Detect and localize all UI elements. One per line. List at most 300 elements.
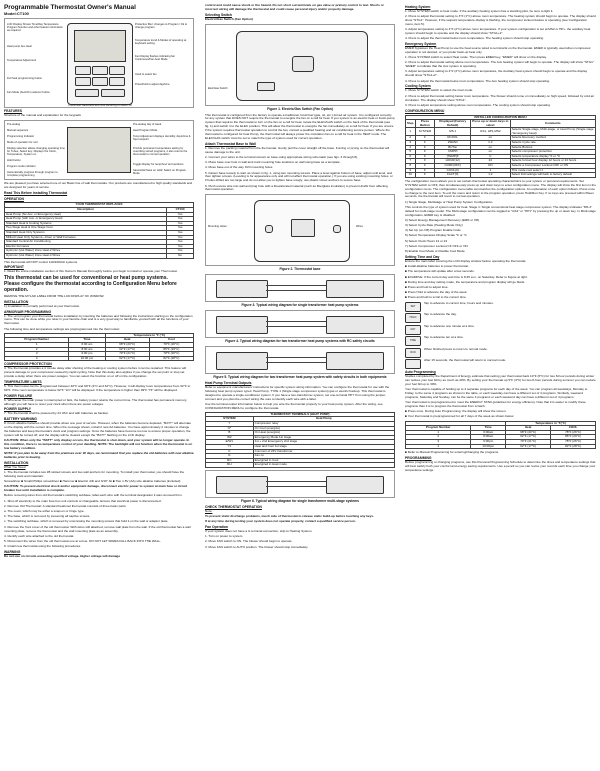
table-cell: 1 bbox=[406, 128, 416, 136]
table-cell: Emergency Mode 1st stage bbox=[253, 435, 394, 440]
setting-bullet-text: The temperature will update after a few seconds. bbox=[407, 269, 475, 274]
what-you-need-heading: What You Need bbox=[4, 464, 26, 469]
terminal-strip bbox=[216, 476, 268, 494]
cooling-step: 2. Press to adjust thermostat setting below room temperature. The blower should come on immediately on high speed, followed by cold air circulation. The display should show "STG1". bbox=[405, 93, 595, 102]
table-cell: 6:00pm bbox=[471, 440, 506, 445]
icon-instruction-text: Tap to advance to current time, hours and minutes. bbox=[424, 300, 494, 305]
table-cell: F bbox=[415, 141, 435, 146]
table-cell: Yes bbox=[167, 249, 194, 254]
elec-gas-switch-label: Elec/Gas Switch bbox=[208, 86, 228, 90]
table-cell: 2 bbox=[406, 435, 471, 440]
auto-text: Studies completed by the Department of Energy estimate that setting your thermostat back 10°F (6°C) for two 8-hour periods during winter can reduce your fuel bill by as much as 20%. By setting your thermostat up 5°F (3°C) for two 8-hour periods during summer you can reduce your fuel bill up to 30%. bbox=[405, 374, 596, 386]
warning-text: Do not use on circuits exceeding specified voltage. Higher voltage will damage bbox=[4, 553, 121, 558]
program-table bbox=[4, 333, 194, 362]
systems-row bbox=[5, 253, 194, 258]
heating-step: 1. Move SYSTEM switch to heat mode. If the auxiliary heating system has a standing pilot, be sure to light it. bbox=[405, 8, 554, 13]
base-plate bbox=[254, 200, 350, 262]
callout-right-0: Protective filter: changes to Program / Ok to change program bbox=[135, 23, 188, 29]
table-cell: Heat and Cool 1st stage bbox=[253, 445, 394, 450]
table-cell: Yes bbox=[167, 221, 194, 226]
icon-instruction-row bbox=[405, 336, 596, 346]
callout-right-3: Used to select fan bbox=[135, 73, 157, 76]
feature-label-left-6: Program mode indicator bbox=[7, 164, 36, 168]
table-cell: 78°F (26°C) bbox=[149, 342, 193, 347]
table-cell: 9 bbox=[406, 168, 416, 173]
terminal-strip bbox=[216, 316, 268, 334]
attach-step: 4. Move base out of the way. Drill mounting holes. bbox=[205, 165, 274, 170]
remove-step: a. The cover, which may be either a snap-on or hinge type. bbox=[4, 509, 85, 514]
auto-bullet-text: Press once. During Auto Programming, the display will show the screen. bbox=[407, 409, 507, 414]
systems-header-description: Description bbox=[5, 208, 167, 213]
schedule-row bbox=[406, 444, 596, 449]
armor-heading: ARMOR/AIR PROGRAMMING bbox=[4, 309, 52, 314]
key-icon: TIME bbox=[405, 336, 421, 346]
setting-bullet: ■ Install alkaline batteries to power thermostat. bbox=[405, 264, 469, 269]
config-header: Step bbox=[406, 120, 416, 128]
remove-step: 5. Disconnect the wires from the old thermostat one at a time. DO NOT LET WIRES FALL BACK INTO THE WALL. bbox=[4, 538, 162, 543]
tool-item: Hammer bbox=[62, 479, 75, 484]
config-item: 7) Select Compressor Lockout CF OFF or ON bbox=[405, 243, 468, 248]
table-cell: Fan on bbox=[253, 454, 394, 459]
setting-time-heading: Setting Time and Day bbox=[405, 255, 440, 259]
program-note: The following time and temperature settings are preprogrammed into the thermostat: bbox=[4, 326, 120, 331]
table-cell: 1,2 bbox=[471, 173, 511, 178]
feature-label-right-3: Provide permanent temperature setting by overriding stored programs, it also returns the thermostat to normal operation bbox=[133, 146, 188, 156]
auto-bullet: ■ Press once. During Auto Programming, the display will show the screen. bbox=[405, 409, 507, 414]
setting-bullet: ■ During time and day setting mode, the temperature and program display will go blank. bbox=[405, 279, 526, 284]
fan-operation-heading: Fan Operation bbox=[205, 525, 228, 530]
program-header-number: Program Number bbox=[5, 338, 69, 343]
table-cell: 82°F (28°C) bbox=[551, 444, 596, 449]
table-cell: 5 bbox=[406, 150, 416, 155]
icon-instruction-text: When finished press to return to normal mode. bbox=[424, 346, 488, 351]
feature-label-right-2: Temp Adjustment displays Humidity, days/time & Spot setpoint bbox=[133, 134, 191, 141]
table-cell: 8:00 am bbox=[69, 347, 105, 352]
cooling-step: 1. Move SYSTEM switch to select the Cool mode. bbox=[405, 88, 474, 93]
remove-text: Before removing wires from old thermostat's switching subbase, label each wire with the terminal designation it was removed from. bbox=[4, 493, 183, 498]
emergency-step: 2. Press to adjust thermostat setting above room temperature. The Aux heating system will begin to operate. The display will show "STG1" "EMER" to indicate that the Aux system is operating. bbox=[405, 60, 595, 69]
table-cell: 62°F (17°C) bbox=[506, 435, 551, 440]
cooling-heading: Cooling System bbox=[405, 84, 431, 89]
table-cell: 70°F (21°C) bbox=[105, 352, 149, 357]
terminal-strip bbox=[216, 280, 268, 298]
terminals-table bbox=[205, 412, 395, 468]
table-cell: Yes bbox=[167, 235, 194, 240]
installation-heading-2: INSTALLATION bbox=[4, 460, 29, 465]
systems-table-caption: YOUR THERMOSTAT REPLACES bbox=[5, 203, 194, 208]
config-header: Displayed (Factory Default) bbox=[435, 120, 471, 128]
setting-bullet-text: During time and day setting mode, the temperature and program display will go blank. bbox=[407, 279, 526, 284]
power-supply-heading: POWER SUPPLY bbox=[4, 407, 32, 412]
battery-heading: BATTERY WARNING bbox=[4, 417, 37, 422]
lcd-diagram bbox=[67, 127, 131, 173]
table-cell: 85°F (29°C) bbox=[551, 435, 596, 440]
program-table-caption: Temperature in °F (°C) bbox=[105, 333, 193, 338]
wire bbox=[266, 481, 326, 482]
table-cell: Electric Furnaces bbox=[5, 244, 167, 249]
setting-bullets bbox=[405, 265, 596, 300]
hold-button bbox=[109, 66, 125, 75]
table-cell: C bbox=[206, 449, 254, 454]
fan-operation-text: If your system does not have a G terminal connection, skip to Heating System. bbox=[205, 529, 313, 534]
table-cell: Two Stage Heat & One Stage Cool bbox=[5, 226, 167, 231]
heating-step: 2. Press to adjust thermostat setting to 3°F (1°C) above room temperature. The heating system should begin to operate. The display should show "STG1". However, if the setpoint temperature display is flashing, the compressor lockout feature is operating (see Configuration menu, item 5). bbox=[405, 14, 596, 26]
setting-bullet: ■ Press Hold to advance the day of the week. bbox=[405, 290, 468, 295]
table-cell: F bbox=[415, 150, 435, 155]
table-cell: Yes bbox=[167, 240, 194, 245]
wire bbox=[266, 362, 326, 363]
cooling-step: 3. Press to adjust temperature setting above room temperature. The cooling system should stop operating. bbox=[405, 102, 551, 107]
attach-step: 1. Remove the packing material from the thermostat. Gently pull the cover straight off the base. Forcing or prying on the thermostat will cause damage to the unit. bbox=[205, 145, 390, 154]
what-you-need-text: 1. The thermostat includes two #8 slotted screws and two wall anchors for mounting. To install your thermostat, you should have the following tools and materials: bbox=[4, 470, 185, 478]
config-row bbox=[406, 128, 596, 136]
down-button bbox=[92, 66, 108, 75]
power-failure-text: 6. Whenever the main power is interrupted or fails, the battery power retains the current time. The thermostat has permanent memory, although you will have to reset your clock when there are power outages. bbox=[4, 397, 188, 406]
feature-label-right-0: Pre-analog day of week bbox=[133, 122, 162, 126]
wire bbox=[266, 290, 326, 291]
table-cell: CORF(OFF) bbox=[435, 164, 471, 169]
table-cell: Selects Cycle rate bbox=[510, 141, 595, 146]
tool-item: Electric drill and 3/16" bit bbox=[78, 479, 113, 484]
table-cell: 62°F (17°C) bbox=[506, 444, 551, 449]
config-item: 6) Select Clock Hours 12 or 24 bbox=[405, 238, 448, 243]
day-button bbox=[92, 77, 108, 86]
table-cell: F bbox=[415, 168, 435, 173]
table-cell: [TEMP]F bbox=[435, 154, 471, 159]
away-note: NOTE: If you plan to be away from the premises over 30 days, we recommend that you replace the old batteries with new alkaline batteries prior to leaving. bbox=[4, 451, 194, 459]
table-cell: 3 bbox=[406, 440, 471, 445]
table-cell: 68°F (20°C) bbox=[506, 430, 551, 435]
system-switch bbox=[101, 89, 125, 97]
config-heading: CONFIGURATION MENU bbox=[405, 108, 445, 113]
feature-label-left-5: Hold button bbox=[7, 158, 21, 162]
callout-left-2: Temperature Adjustment bbox=[7, 59, 37, 62]
table-cell: Hydronic (Hot Water) Zone Heat-2 Wires bbox=[5, 249, 167, 254]
schedule-table bbox=[405, 421, 596, 450]
table-cell: 3 bbox=[5, 352, 69, 357]
remove-label-note: REMOVE THE MYLAR LABEL FROM THE LCD DISPLAY OF WINDOW. bbox=[4, 293, 105, 298]
config-table-caption: INSTALLER CONFIGURATION MENU bbox=[406, 115, 596, 120]
auto-bullet: ■ Your thermostat is preprogrammed for all 7 days of the week as shown below. bbox=[405, 414, 515, 419]
setting-bullet: ■ Press and hold to adjust time. bbox=[405, 284, 449, 289]
auto-programming-heading: Auto Programming bbox=[405, 370, 436, 375]
table-cell: 3 bbox=[406, 141, 416, 146]
table-cell: F bbox=[415, 154, 435, 159]
config-item: 3) Select Cycle Rate (Heating Mode Only) bbox=[405, 223, 463, 228]
heating-step: 4. Press to adjust the thermostat below room temperature. The heating system should stop operating. bbox=[405, 36, 544, 41]
emergency-step: 3. Adjust temperature setting to 4°F (2°C) above room temperature, the Auxiliary heat system should begin to operate and the display should show "STG1+2". bbox=[405, 69, 588, 78]
table-cell: 10:00 pm bbox=[69, 356, 105, 361]
remove-step: c. The switching subbase, which is removed by unscrewing the mounting screws that hold it on the wall or adaptor plate. bbox=[4, 519, 169, 524]
table-cell: Y bbox=[206, 422, 254, 427]
feature-label-right-1: Heat Program Mode bbox=[133, 128, 158, 132]
table-cell: 2 bbox=[5, 347, 69, 352]
table-cell: 78°F (26°C) bbox=[551, 430, 596, 435]
schedule-header: Program Number bbox=[406, 426, 471, 431]
table-cell: 8:00am bbox=[471, 435, 506, 440]
features-subtitle: Structure of the manual and explanation for the keypads bbox=[4, 112, 81, 117]
elec-gas-switch bbox=[257, 82, 275, 91]
setting-bullet-text: Press Hold to advance the day of the week. bbox=[407, 290, 468, 295]
wire bbox=[266, 357, 326, 358]
remove-steps bbox=[4, 500, 194, 549]
remove-step: 6. Install new thermostat using the following procedures. bbox=[4, 544, 82, 549]
table-cell: 4 bbox=[406, 444, 471, 449]
tool-item: Screwdriver bbox=[4, 479, 21, 484]
table-cell: on bbox=[471, 136, 511, 141]
emergency-heading: Emergency System bbox=[405, 42, 437, 47]
attach-step: 5. Fasten base loosely to wall, as shown in fig. 1, using two mounting screws. Place a level against bottom of base, adjust until level, and then tighten screws. (Leveling is for appearance only and will not affect thermostat operation.) If you are using existing mounting holes, or if holes drilled are too large and do not allow you to tighten base snugly, use plastic screw anchors to secure base. bbox=[205, 170, 393, 183]
table-cell: 24 bbox=[471, 159, 511, 164]
table-cell: No bbox=[167, 253, 194, 258]
table-cell: Heat Pump (with Aux. or Emergency Heat) bbox=[5, 217, 167, 222]
attach-step: 6. Push excess wire into wall and plug hole with a firewall-rated material (such as fiberglass insulation) to prevent drafts from affecting thermostat operation. bbox=[205, 183, 388, 192]
icon-instruction-row bbox=[405, 348, 596, 358]
icon-instruction-row bbox=[405, 359, 596, 369]
table-cell: Common of 24V transformer bbox=[253, 449, 394, 454]
table-cell: Yes bbox=[167, 231, 194, 236]
features-heading: FEATURES bbox=[4, 109, 23, 113]
table-cell: 78°F (26°C) bbox=[551, 440, 596, 445]
operation-heading: OPERATION bbox=[4, 196, 24, 201]
config-text: The configuration menu allows you to set certain thermostat operating characteristics to your system or personal requirements. Set SYSTEM switch to OFF, then simultaneously press up and down keys to enter configuration menu. The display will show the first item in the configuration menu. The configuration menu table summarizes the configuration options. An explanation of each option follows. Press once to change to the next item. To exit the menu and return to the program operation, press Hold/Run Key. If no keys are pressed within fifteen seconds, the thermostat will revert to normal operation. bbox=[405, 178, 596, 199]
heat-pump-text: Refer to equipment manufacturers' instructions for specific system wiring information. You can configure the thermostat for use with the following heat pump system types: Heat Pump, TYPE 1 (Single stage compressor system) gas or electric backup. This thermostat is designed to operate a single-conditioner system. If you have a two-transformer system, set one-terminal HPY from using the jumper, connect and you plan the correct wiring. Be sure to identify each wire with a label. bbox=[205, 384, 390, 401]
fan-switch bbox=[75, 89, 99, 97]
power-supply-text: 7. The thermostat shall be powered by 24 VAC and with batteries as backup. bbox=[4, 411, 109, 416]
config-header: Comments bbox=[510, 120, 595, 128]
table-cell: Selects compressor protection bbox=[510, 150, 595, 155]
auto-bullet-text: Your thermostat is preprogrammed for all 7 days of the week as shown below. bbox=[407, 414, 515, 419]
installation-heading: INSTALLATION bbox=[4, 299, 29, 304]
figure-4-caption: Figure 4. Typical wiring diagram for two transformer heat pump systems with RC safety circuits bbox=[225, 339, 375, 344]
feature-label-left-0: Pre-analog bbox=[7, 122, 21, 126]
figure-3-caption: Figure 3. Typical wiring diagram for single transformer heat pump systems bbox=[241, 303, 359, 308]
figure-bottom-note: Press/hold Save/Hold and hold wintering to switch off bbox=[68, 104, 132, 107]
table-cell: RH bbox=[206, 463, 254, 468]
table-cell: Energized in Cool bbox=[253, 458, 394, 463]
programming-heading: PROGRAMMING bbox=[405, 456, 432, 461]
equipment-box bbox=[326, 352, 384, 370]
table-cell: 62°F (17°C) bbox=[105, 356, 149, 361]
table-cell: Selects Buttons bbox=[510, 145, 595, 150]
table-cell: Selects format hour display 12 hours or 24 hours bbox=[510, 159, 595, 164]
icon-instruction-text: Tap to advance one minute at a time. bbox=[424, 323, 475, 328]
table-cell: 62°F (17°C) bbox=[105, 347, 149, 352]
key-icon: DAY bbox=[405, 325, 421, 335]
fan-step: 1. Turn on power to system. bbox=[205, 534, 244, 539]
table-cell: F bbox=[415, 173, 435, 178]
wire bbox=[266, 326, 326, 327]
table-cell: Selects temperature display °F or °C bbox=[510, 154, 595, 159]
feature-label-left-4: Display selection allows changing operating time for Tubes; Select key: Displays the Clock, Temperature, System on bbox=[7, 146, 65, 156]
wire-opening bbox=[292, 56, 314, 72]
setting-bullet: ■ Press and hold to scroll to the current time. bbox=[405, 295, 467, 300]
tools-list: Screwdriver ■ Small Phillips screwdriver ■ Hammer ■ Electric drill and 3/16" bit ■ Two 1.5V (AA) size alkaline batteries (included) bbox=[4, 479, 181, 484]
table-cell: Yes bbox=[167, 212, 194, 217]
table-cell: Y1 bbox=[206, 445, 254, 450]
table-cell: On Cool (energize) bbox=[253, 426, 394, 431]
important-line-1: This thermostat can be used for conventional or heat pump systems. bbox=[4, 274, 168, 281]
thermostat-body bbox=[67, 23, 133, 105]
table-cell: 6:00 pm bbox=[69, 352, 105, 357]
intro-text: We are pleased you have selected one of our Basic line of wall thermostats. Our products are manufactured to high quality standards and are designed for years of service. bbox=[4, 180, 193, 189]
fan-step: 2. Move FAN switch to ON. The blower should begin to operate. bbox=[205, 539, 293, 544]
check-text: To prevent static discharge problems, touch side of thermostat to release static build-up before touching any keys. bbox=[205, 514, 374, 519]
table-cell: Hydronic (Hot Water) Zone Heat-4 Wires bbox=[5, 253, 167, 258]
selecting-switch-heading: Selecting Switch bbox=[205, 12, 232, 17]
table-cell: Yes bbox=[167, 226, 194, 231]
key-icon bbox=[405, 359, 421, 369]
important-line-2: Please configure the thermostat according to Configuration Menu before operation. bbox=[4, 281, 177, 294]
attach-step: 3. Place base over hole in wall and mark mounting hole locations on wall using base as a template. bbox=[205, 160, 341, 165]
table-cell: 2SRAD bbox=[435, 141, 471, 146]
attach-step: 2. Connect your wires to the terminal screws on base using appropriate wiring schematic (see figs. 3 through 8). bbox=[205, 154, 359, 159]
wires-label: Wires bbox=[356, 225, 363, 229]
table-cell: 1 bbox=[471, 168, 511, 173]
icon-instruction-row bbox=[405, 325, 596, 335]
important-line-0: 1. Read the entire installation section of this Owner's Manual thoroughly before you begin to install or operate your Thermostat. bbox=[4, 269, 178, 274]
config-row bbox=[406, 173, 596, 178]
config-item: 5) Select Temperature Display Scale °F or °C bbox=[405, 233, 467, 238]
table-cell: 6:00 am bbox=[69, 342, 105, 347]
feature-label-left-2: Programming Indicator bbox=[7, 134, 35, 138]
equipment-box bbox=[326, 476, 384, 494]
key-icon: HOLD bbox=[405, 313, 421, 323]
table-cell: 4 bbox=[5, 356, 69, 361]
table-cell: 85°F (29°C) bbox=[149, 347, 193, 352]
heat-pump-text-2: Use the terminal output information below to help you wire the thermostat properly to your heat pump system. After the wiring, see CONFIGURATION MENU to configure the thermostat. bbox=[205, 401, 383, 410]
config-item: 8) Enable Cool Mode or Disable Cool Mode bbox=[405, 249, 465, 254]
table-cell: 4 bbox=[406, 145, 416, 150]
table-cell: 1-3 bbox=[471, 141, 511, 146]
table-cell: F bbox=[415, 164, 435, 169]
compressor-text: 4. The thermostat provides a 4 minute delay after shutting of the heating or cooling system before it can be restarted. This feature will prevent damage to your compressor caused by rapid cycling. Note that this delay also applies if you change the set point or stop set provide a delay when there are power outages. You can select the function on or off on the configuration. bbox=[4, 366, 186, 379]
check-note: Note: bbox=[205, 508, 213, 513]
setting-bullet-text: Press and hold to scroll to the current time. bbox=[407, 295, 467, 300]
table-cell: F bbox=[415, 136, 435, 141]
feature-label-right-4: Toggle Display for temp/hour and up/down bbox=[133, 162, 184, 166]
callout-right-4: Press/hold to adjust day/time bbox=[135, 83, 170, 86]
column-1 bbox=[4, 4, 194, 766]
schedule-header: Time bbox=[471, 426, 506, 431]
attach-heading: Attach Thermostat Base to Wall bbox=[205, 141, 256, 146]
figure-5-caption: Figure 5. Typical wiring diagram for two transformer heat pump system with safety circuits in both equipments bbox=[213, 375, 387, 380]
mounting-hole bbox=[265, 225, 273, 233]
temp-limits-heading: TEMPERATURE LIMITS bbox=[4, 379, 42, 384]
table-cell: 1 bbox=[5, 342, 69, 347]
table-cell: Selects Single stage, Multi-stage, or Heat Pump (Single stage / Emergency Heat) bbox=[511, 127, 594, 135]
systems-header-model: CT100 bbox=[167, 208, 194, 213]
heating-step: 3. Adjust temperature setting to 4°F (2°C) above room temperature. If your system configuration is set at MS2 or HP+, the auxiliary heat system should begin to operate and the display should show "STG1+2". bbox=[405, 27, 591, 36]
emergency-step: 4. Press to adjust the thermostat below room temperature. The Aux heating system should stop operating. bbox=[405, 78, 550, 83]
thermostat-base-figure bbox=[205, 194, 395, 266]
read-first-heading: Read This Before Installing Thermostat bbox=[4, 190, 68, 195]
table-cell: Yes bbox=[167, 217, 194, 222]
table-cell: Millivolt Heat Only Systems—Floor or Wall Furnaces bbox=[5, 235, 167, 240]
table-cell: HOUR(12) bbox=[435, 159, 471, 164]
table-cell: 6 bbox=[406, 154, 416, 159]
table-cell: Selects a Compressor Lockout OFF or ON bbox=[510, 164, 595, 169]
table-cell: 1st + 2nd Emergency 2nd stage bbox=[253, 440, 394, 445]
feature-label-left-3: Mode of operation for unit bbox=[7, 140, 38, 144]
table-cell: ON bbox=[471, 164, 511, 169]
table-cell: C bbox=[471, 154, 511, 159]
table-cell: 8 bbox=[406, 164, 416, 169]
config-header: Press up or down keys to select bbox=[472, 119, 509, 127]
remove-step: 4. Identify each wire attached to the old thermostat. bbox=[4, 533, 75, 538]
table-cell: 1 bbox=[406, 430, 471, 435]
setting-bullet-text: Press and hold to adjust time. bbox=[407, 284, 449, 289]
tool-item: Small Phillips screwdriver bbox=[23, 479, 60, 484]
config-item: This controls the type of system used for heat. Stage 1: Single conventional heat stage compressor system. The display indicates "MS 2" default for multi-stage model. The Multi-stage configuration can be toggled to "GS1" or "HP1" by pressing the up or down key. In Multi-stage configuration, EMER key is disabled. bbox=[405, 204, 596, 217]
lcd-display bbox=[74, 30, 126, 62]
table-cell: O* bbox=[206, 426, 254, 431]
wiring-figure-3 bbox=[205, 274, 395, 302]
thermostat-back bbox=[236, 31, 368, 101]
schedule-table-caption: Temperature in °F(°C) bbox=[506, 421, 596, 426]
table-cell: SYSTEM bbox=[415, 128, 435, 136]
column-3 bbox=[405, 4, 596, 766]
important-heading: IMPORTANT bbox=[4, 265, 24, 270]
program-header-heat: Heat bbox=[105, 338, 149, 343]
thermostat-front-figure bbox=[4, 18, 194, 108]
equipment-box bbox=[326, 280, 384, 298]
check-operation-heading: CHECK THERMOSTAT OPERATION bbox=[205, 504, 262, 509]
time-button bbox=[109, 77, 125, 86]
emergency-step: 1. Press SYSTEM switch to select Heat mode. Then press EMER key, "EMER" will show on the display. bbox=[405, 55, 547, 60]
fan-switch-heading: Electric/Gas Switch (Fan Option) bbox=[205, 16, 253, 21]
icon-instruction-text: Tap to advance ten at a time. bbox=[424, 335, 464, 340]
caution-2: CAUTION: To prevent electrical shock and/or equipment damage, disconnect electric power to system at main fuse or circuit breaker box until installation is complete. bbox=[4, 484, 188, 493]
program-row bbox=[5, 356, 194, 361]
setting-bullet-text: EXAMPLE: If the current day and time is 8:45 a.m. on Saturday. Refer to Figure at right. bbox=[407, 274, 528, 279]
programming-text: Before programming or changing programs, use this Personal Programming Schedule to determine the times and temperature settings that will best satisfy both your comfort and energy saving requirements. Use a pencil so you can revise your records each time you change your temperature settings. bbox=[405, 460, 596, 472]
table-cell: On Heat (energize) bbox=[253, 431, 394, 436]
equipment-box bbox=[326, 316, 384, 334]
wiring-figure-6 bbox=[205, 470, 395, 498]
table-cell: BUTon bbox=[435, 145, 471, 150]
terminals-header-system: SYSTEM bbox=[206, 417, 254, 422]
auto-text-2: Your thermostat is capable of holding up to 4 separate programs for each day of the week. You can program all weekdays, Monday to Friday, to the same 4 programs as shown in the table, or each weekday can have a different set of 4 programs. Similarly, weekend programs, Saturday and Sunday, can be the same 4 programs or each weekend day can have a different set of 4 programs. bbox=[405, 387, 588, 399]
table-cell: Energized in Heat mode bbox=[253, 463, 394, 468]
table-cell: Standard Heat Only Systems bbox=[5, 231, 167, 236]
schedule-note: ■ Refer to Manual Programming for entering/changing the programs. bbox=[405, 450, 500, 455]
config-item: 1) Single Stage, Multistage or Heat Pump System Configuration. bbox=[405, 199, 494, 204]
systems-note: This thermostat will NOT control 110/220Volt systems. bbox=[4, 259, 78, 264]
check-bold: If at any time during testing your system does not operate properly, contact a qualified service person. bbox=[205, 519, 356, 524]
table-cell: RCOOL bbox=[435, 136, 471, 141]
figure-2-caption: Figure 2. Thermostat base bbox=[279, 267, 321, 272]
up-button bbox=[75, 66, 91, 75]
key-icon: SET bbox=[405, 302, 421, 312]
table-cell: W2 bbox=[206, 435, 254, 440]
schedule-header: Heat bbox=[506, 426, 551, 431]
remove-step: 1. Shut off electricity to the main fuse box unit controls or changeable. Ensure that electrical power is disconnected. bbox=[4, 498, 162, 503]
config-item: 4) Set Up (on Off) Program Enable Code bbox=[405, 228, 461, 233]
remove-step: 3. Remove the front cover of the old thermostat. With wires still attached, remove wall plate from the wall. If the old thermostat has a wall mounting plate, remove the thermostat and the wall mounting plate as an assembly. bbox=[4, 524, 191, 533]
table-cell: 68°F (20°C) bbox=[105, 342, 149, 347]
program-header-cool: Cool bbox=[149, 338, 193, 343]
temp-limits-text: 5. This thermostat can be programmed between 40°F and 90°F (4°C and 32°C). However, it will display room temperatures from 32°F to 99°F. If the room temperature is below 32°F "LO" will be displayed. If the temperature is higher than 99°F "HI" will be displayed. bbox=[4, 383, 191, 392]
icon-instruction-text: Tap to advance the day. bbox=[424, 312, 457, 317]
prog-button bbox=[75, 77, 91, 86]
table-cell: FACT(0) bbox=[435, 173, 471, 178]
feature-label-right-5: Save/Hold Save on Hold; Select on Program Mode bbox=[133, 168, 187, 175]
callout-left-3: Full heat programming button bbox=[7, 77, 43, 80]
remove-step: b. The base, which is removed by loosening all captive screws. bbox=[4, 514, 91, 519]
icon-instruction-row bbox=[405, 313, 596, 323]
terminals-header-heatpump: Heat Pump bbox=[253, 417, 394, 422]
